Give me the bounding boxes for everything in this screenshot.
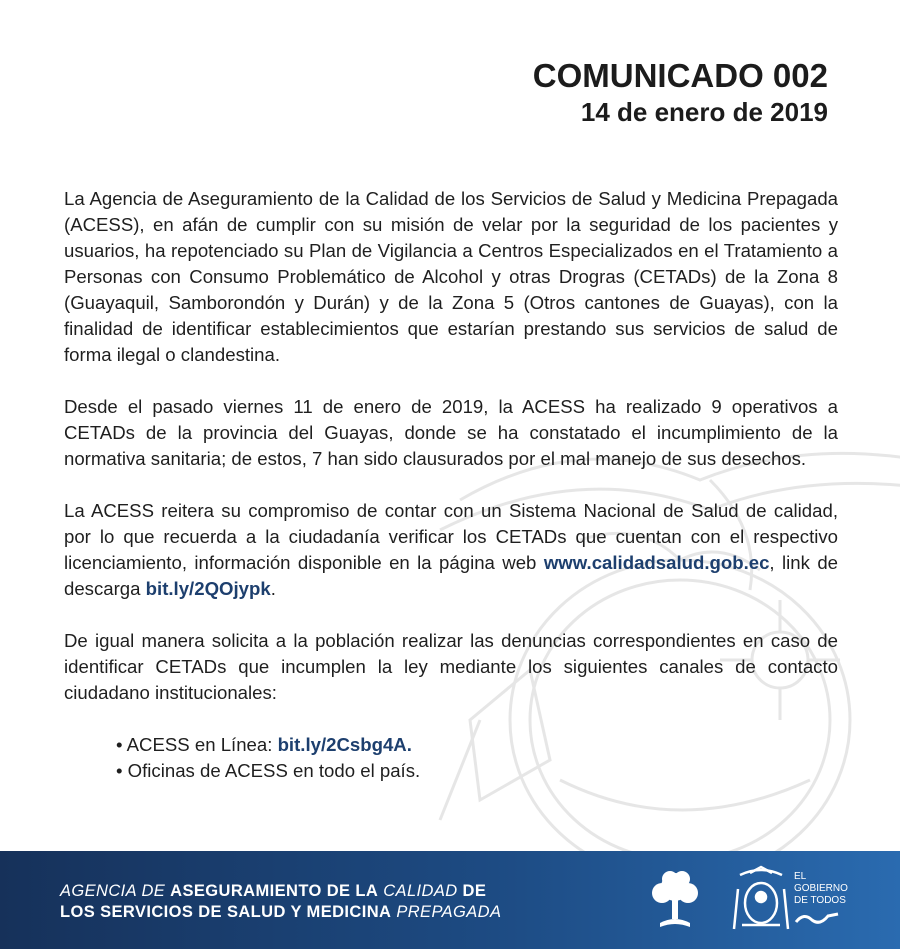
publication-date: 14 de enero de 2019 bbox=[580, 97, 828, 127]
header bbox=[533, 56, 828, 128]
paragraph-1: La Agencia de Aseguramiento de la Calidad de los Servicios de Salud y Medicina Prepagada (ACESS), en afán de cumplir con su misión de velar por la seguridad de los pacientes y usuarios, ha repotenciado su Plan de Vigilancia a Centros Especializados en el Tratamiento a Personas con Consumo Problemático de Alcohol y otras Drogras (CETADs) de la Zona 8 (Guayaquil, Samborondón y Durán) y de la Zona 5 (Otros cantones de Guayas), con la finalidad de identificar establecimientos que estarían prestando sus servicios de salud de forma ilegal o clandestina. bbox=[64, 188, 838, 365]
gov-line-2: GOBIERNO bbox=[794, 883, 848, 894]
gov-line-3: DE TODOS bbox=[794, 895, 846, 906]
toda-una-vida-tree-logo-icon bbox=[640, 867, 710, 935]
paragraph-3 bbox=[64, 498, 838, 602]
calidad-word: CALIDAD bbox=[378, 882, 463, 900]
agency-name-line-1 bbox=[60, 881, 501, 902]
paragraph-3-end: . bbox=[270, 578, 276, 599]
agency-word: AGENCIA bbox=[60, 882, 137, 900]
gobierno-wave-icon bbox=[794, 910, 840, 926]
gov-line-1: EL bbox=[794, 871, 807, 882]
bullet-1-text: • ACESS en Línea: bbox=[116, 734, 278, 755]
de-final-word: DE bbox=[462, 882, 487, 900]
paragraph-3-text: La ACESS reitera su compromiso de contar con un Sistema Nacional de Salud de calidad, por lo que recuerda a la ciudadanía verificar los CETADs que cuentan con el respectivo licenciamiento, información disponible en la página web bbox=[64, 500, 838, 573]
aseguramiento-word: ASEGURAMIENTO DE LA bbox=[170, 882, 379, 900]
servicios-words: LOS SERVICIOS DE SALUD Y MEDICINA bbox=[60, 903, 392, 921]
contact-channel-list bbox=[64, 732, 838, 784]
agency-name-line-2 bbox=[60, 902, 501, 923]
website-link[interactable]: www.calidadsalud.gob.ec bbox=[543, 552, 770, 573]
prepagada-word: PREPAGADA bbox=[391, 903, 502, 921]
de-word: DE bbox=[136, 882, 171, 900]
list-item bbox=[116, 732, 838, 758]
gobierno-de-todos-brand bbox=[794, 871, 848, 930]
list-item: • Oficinas de ACESS en todo el país. bbox=[116, 760, 421, 781]
download-link[interactable]: bit.ly/2QOjypk bbox=[145, 578, 271, 599]
agency-name bbox=[60, 881, 501, 923]
footer-bar bbox=[0, 851, 900, 949]
paragraph-3-mid: , link de descarga bbox=[64, 552, 838, 599]
ecuador-coat-of-arms-logo-icon bbox=[730, 865, 792, 937]
page-title: COMUNICADO 002 bbox=[532, 57, 828, 94]
press-release-body bbox=[64, 186, 838, 784]
paragraph-4: De igual manera solicita a la población realizar las denuncias correspondientes en caso de identificar CETADs que incumplen la ley mediante los siguientes canales de contacto ciudadano institucionales: bbox=[64, 630, 838, 703]
acess-online-link[interactable]: bit.ly/2Csbg4A. bbox=[277, 734, 412, 755]
paragraph-2: Desde el pasado viernes 11 de enero de 2019, la ACESS ha realizado 9 operativos a CETADs de la provincia del Guayas, donde se ha constatado el incumplimiento de la normativa sanitaria; de estos, 7 han sido clausurados por el mal manejo de sus desechos. bbox=[64, 396, 838, 469]
